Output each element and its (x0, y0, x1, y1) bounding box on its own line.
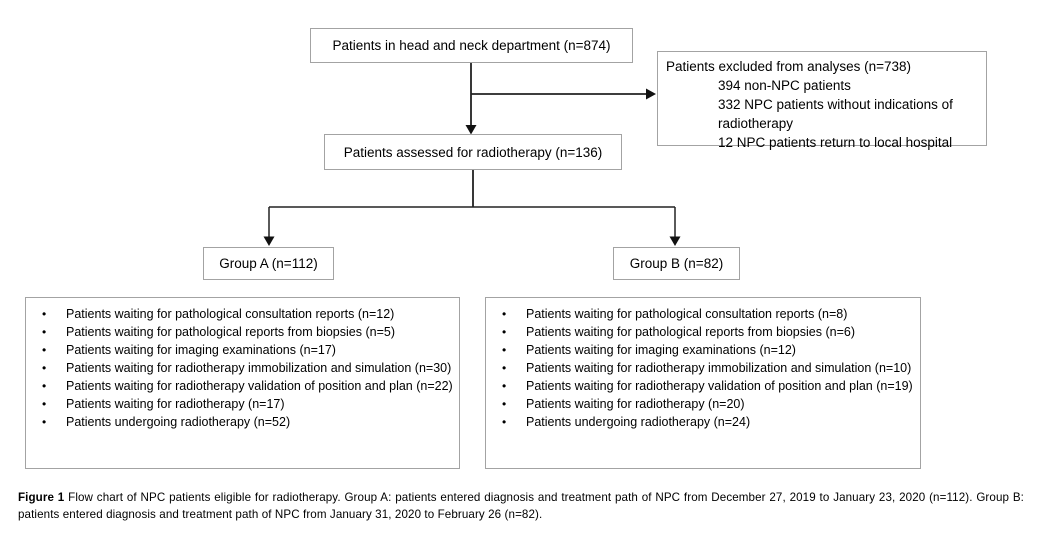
box-assessed-radiotherapy (324, 134, 622, 170)
bullet-icon: • (42, 379, 47, 393)
list-item (486, 413, 918, 431)
figure-caption-text: Flow chart of NPC patients eligible for radiotherapy. Group A: patients entered diagnosis and treatment path of NPC from December 27, 2019 to January 23, 2020 (n=112). Group B: patients entered diagnosis and treatment path of NPC from January 31, 2020 to February 26 (n=82). (18, 491, 1024, 521)
list-item (486, 395, 918, 413)
bullet-icon: • (502, 307, 507, 321)
list-item-text: Patients waiting for radiotherapy validation of position and plan (n=22) (66, 379, 453, 393)
list-item (26, 341, 457, 359)
list-item-text: Patients waiting for imaging examinations (n=12) (526, 343, 796, 357)
list-item (486, 377, 918, 395)
excluded-title: Patients excluded from analyses (n=738) (666, 59, 912, 74)
list-item (486, 359, 918, 377)
bullet-icon: • (502, 379, 507, 393)
bullet-icon: • (42, 415, 47, 429)
list-item-text: Patients waiting for radiotherapy validation of position and plan (n=19) (526, 379, 913, 393)
list-item (26, 377, 457, 395)
bullet-icon: • (502, 325, 507, 339)
bullet-icon: • (502, 397, 507, 411)
excluded-item: 394 non-NPC patients (718, 78, 851, 93)
list-item (486, 323, 918, 341)
list-item (486, 341, 918, 359)
bullet-icon: • (502, 343, 507, 357)
bullet-icon: • (42, 343, 47, 357)
list-item-text: Patients waiting for radiotherapy immobilization and simulation (n=10) (526, 361, 912, 375)
list-item-text: Patients waiting for pathological consultation reports (n=8) (526, 307, 848, 321)
figure-caption-label: Figure 1 (18, 491, 65, 504)
figure-caption (18, 489, 1024, 523)
box-head-neck-department (310, 28, 633, 63)
list-item-text: Patients waiting for pathological reports from biopsies (n=5) (66, 325, 395, 339)
group-a-details-box (25, 297, 460, 469)
list-item-text: Patients waiting for radiotherapy (n=20) (526, 397, 745, 411)
arrowhead-down-group-b (670, 237, 681, 247)
list-item-text: Patients undergoing radiotherapy (n=52) (66, 415, 291, 429)
list-item-text: Patients waiting for radiotherapy (n=17) (66, 397, 285, 411)
excluded-item: 12 NPC patients return to local hospital (718, 135, 953, 150)
list-item-text: Patients waiting for pathological reports from biopsies (n=6) (526, 325, 855, 339)
list-item-text: Patients waiting for pathological consultation reports (n=12) (66, 307, 395, 321)
list-item-text: Patients undergoing radiotherapy (n=24) (526, 415, 751, 429)
bullet-icon: • (502, 361, 507, 375)
list-item (26, 305, 457, 323)
list-item (26, 359, 457, 377)
bullet-icon: • (42, 325, 47, 339)
list-item-text: Patients waiting for imaging examinations (n=17) (66, 343, 336, 357)
arrowhead-down-group-a (264, 237, 275, 247)
box-excluded-patients (657, 51, 987, 150)
box-head-neck-department-label: Patients in head and neck department (n=874) (332, 38, 611, 53)
box-group-a (203, 247, 334, 280)
arrowhead-right-excluded (646, 89, 656, 100)
box-assessed-radiotherapy-label: Patients assessed for radiotherapy (n=136) (343, 144, 603, 160)
list-item (26, 413, 457, 431)
box-group-a-label: Group A (n=112) (219, 256, 318, 271)
list-item (486, 305, 918, 323)
list-item (26, 395, 457, 413)
box-group-b (613, 247, 740, 280)
bullet-icon: • (42, 361, 47, 375)
group-b-details-box (485, 297, 921, 469)
bullet-icon: • (42, 307, 47, 321)
list-item (26, 323, 457, 341)
bullet-icon: • (42, 397, 47, 411)
bullet-icon: • (502, 415, 507, 429)
box-group-b-label: Group B (n=82) (629, 256, 724, 271)
excluded-item: 332 NPC patients without indications of radiotherapy (718, 97, 953, 131)
list-item-text: Patients waiting for radiotherapy immobilization and simulation (n=30) (66, 361, 452, 375)
